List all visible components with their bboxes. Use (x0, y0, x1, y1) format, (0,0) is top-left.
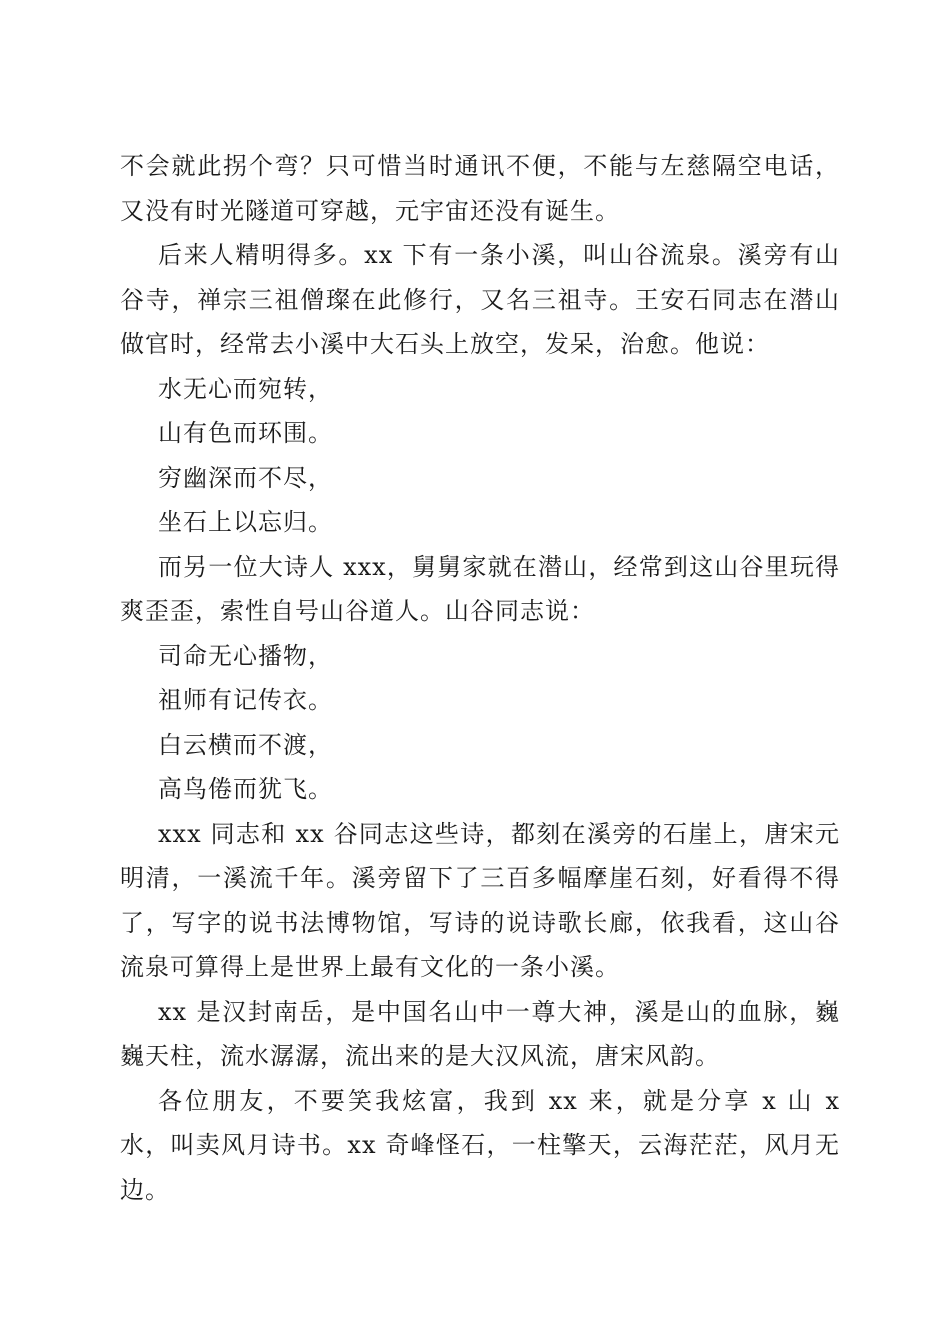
poem-line: 祖师有记传衣。 (158, 686, 333, 714)
paragraph: 后来人精明得多。xx 下有一条小溪，叫山谷流泉。溪旁有山谷寺，禅宗三祖僧璨在此修行，又名三祖寺。王安石同志在潜山做官时，经常去小溪中大石头上放空，发呆，治愈。他说： (120, 241, 840, 358)
paragraph: xx 是汉封南岳，是中国名山中一尊大神，溪是山的血脉，巍巍天柱，流水潺潺，流出来的是大汉风流，唐宋风韵。 (120, 997, 840, 1070)
paragraph: 各位朋友，不要笑我炫富，我到 xx 来，就是分享 x 山 x 水，叫卖风月诗书。xx 奇峰怪石，一柱擎天，云海茫茫，风月无边。 (120, 1086, 840, 1204)
paragraph: 而另一位大诗人 xxx，舅舅家就在潜山，经常到这山谷里玩得爽歪歪，索性自号山谷道人。山谷同志说： (120, 552, 840, 625)
poem-line: 山有色而环围。 (158, 419, 333, 447)
poem-line: 司命无心播物， (158, 641, 333, 670)
paragraph: xxx 同志和 xx 谷同志这些诗，都刻在溪旁的石崖上，唐宋元明清，一溪流千年。溪旁留下了三百多幅摩崖石刻，好看得不得了，写字的说书法博物馆，写诗的说诗歌长廊，依我看，这山谷流泉可算得上是世界上最有文化的一条小溪。 (120, 819, 840, 981)
poem-line: 坐石上以忘归。 (158, 508, 333, 536)
poem-line: 水无心而宛转， (158, 374, 333, 403)
paragraph: 不会就此拐个弯？只可惜当时通讯不便，不能与左慈隔空电话，又没有时光隧道可穿越，元宇宙还没有诞生。 (120, 152, 840, 225)
poem-line: 穷幽深而不尽， (158, 463, 333, 492)
poem-line: 高鸟倦而犹飞。 (158, 775, 333, 803)
poem-line: 白云横而不渡， (158, 730, 333, 759)
document-body (120, 144, 840, 1212)
